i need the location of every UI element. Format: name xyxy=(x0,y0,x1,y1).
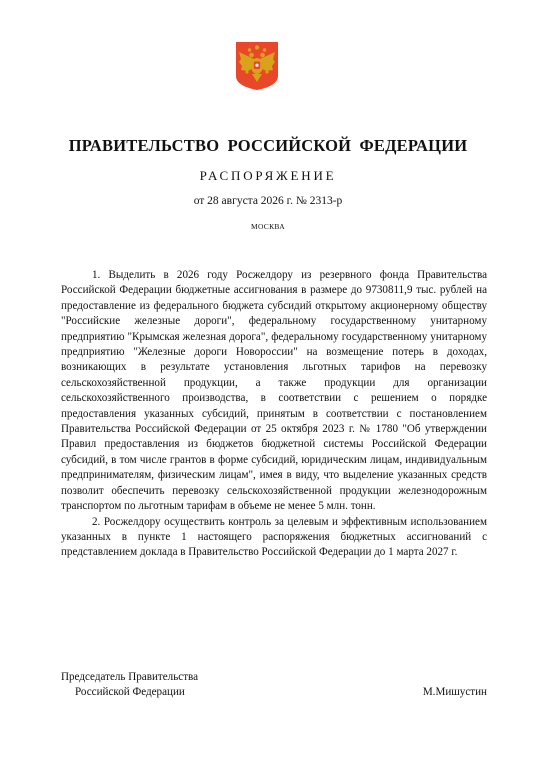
coat-of-arms-icon xyxy=(236,42,278,90)
signer-position-line1: Председатель Правительства xyxy=(61,671,199,683)
document-city: МОСКВА xyxy=(251,222,285,231)
document-body xyxy=(61,268,487,561)
signer-name: М.Мишустин xyxy=(422,686,487,699)
government-title: ПРАВИТЕЛЬСТВО РОССИЙСКОЙ ФЕДЕРАЦИИ xyxy=(68,136,468,155)
signer-position-line2: Российской Федерации xyxy=(75,686,185,699)
signature-block xyxy=(61,670,487,701)
paragraph-1: 1. Выделить в 2026 году Росжелдору из резервного фонда Правительства Российской Федерации бюджетные ассигнования в размере до 9730811,9 тыс. рублей на предоставление из федерального бюджета субсидий открытому акционерному обществу "Российские железные дороги", федеральному государственному унитарному предприятию "Крымская железная дорога", федеральному государственному унитарному предприятию "Железные дороги Новороссии" на возмещение потерь в доходах, возникающих в результате установления льготных тарифов на перевозку сельскохозяйственной продукции, а также продукции для организации сельскохозяйственного производства, в соответствии с решением о порядке предоставления указанных субсидий, принятым в соответствии с постановлением Правительства Российской Федерации от 25 октября 2023 г. № 1780 "Об утверждении Правил предоставления из бюджетов бюджетной системы Российской Федерации субсидий, в том числе грантов в форме субсидий, юридическим лицам, индивидуальным предпринимателям, физическим лицам", имея в виду, что выделение указанных средств позволит обеспечить перевозку сельскохозяйственной продукции железнодорожным транспортом по льготным тарифам в объеме не менее 5 млн. тонн. xyxy=(61,269,487,513)
document-type: РАСПОРЯЖЕНИЕ xyxy=(199,168,337,183)
document-date-number: от 28 августа 2026 г. № 2313-р xyxy=(193,195,343,207)
paragraph-2: 2. Росжелдору осуществить контроль за целевым и эффективным использованием указанных в пункте 1 настоящего распоряжения бюджетных ассигнований с представлением доклада в Правительство Российской Федерации до 1 марта 2027 г. xyxy=(61,515,487,559)
